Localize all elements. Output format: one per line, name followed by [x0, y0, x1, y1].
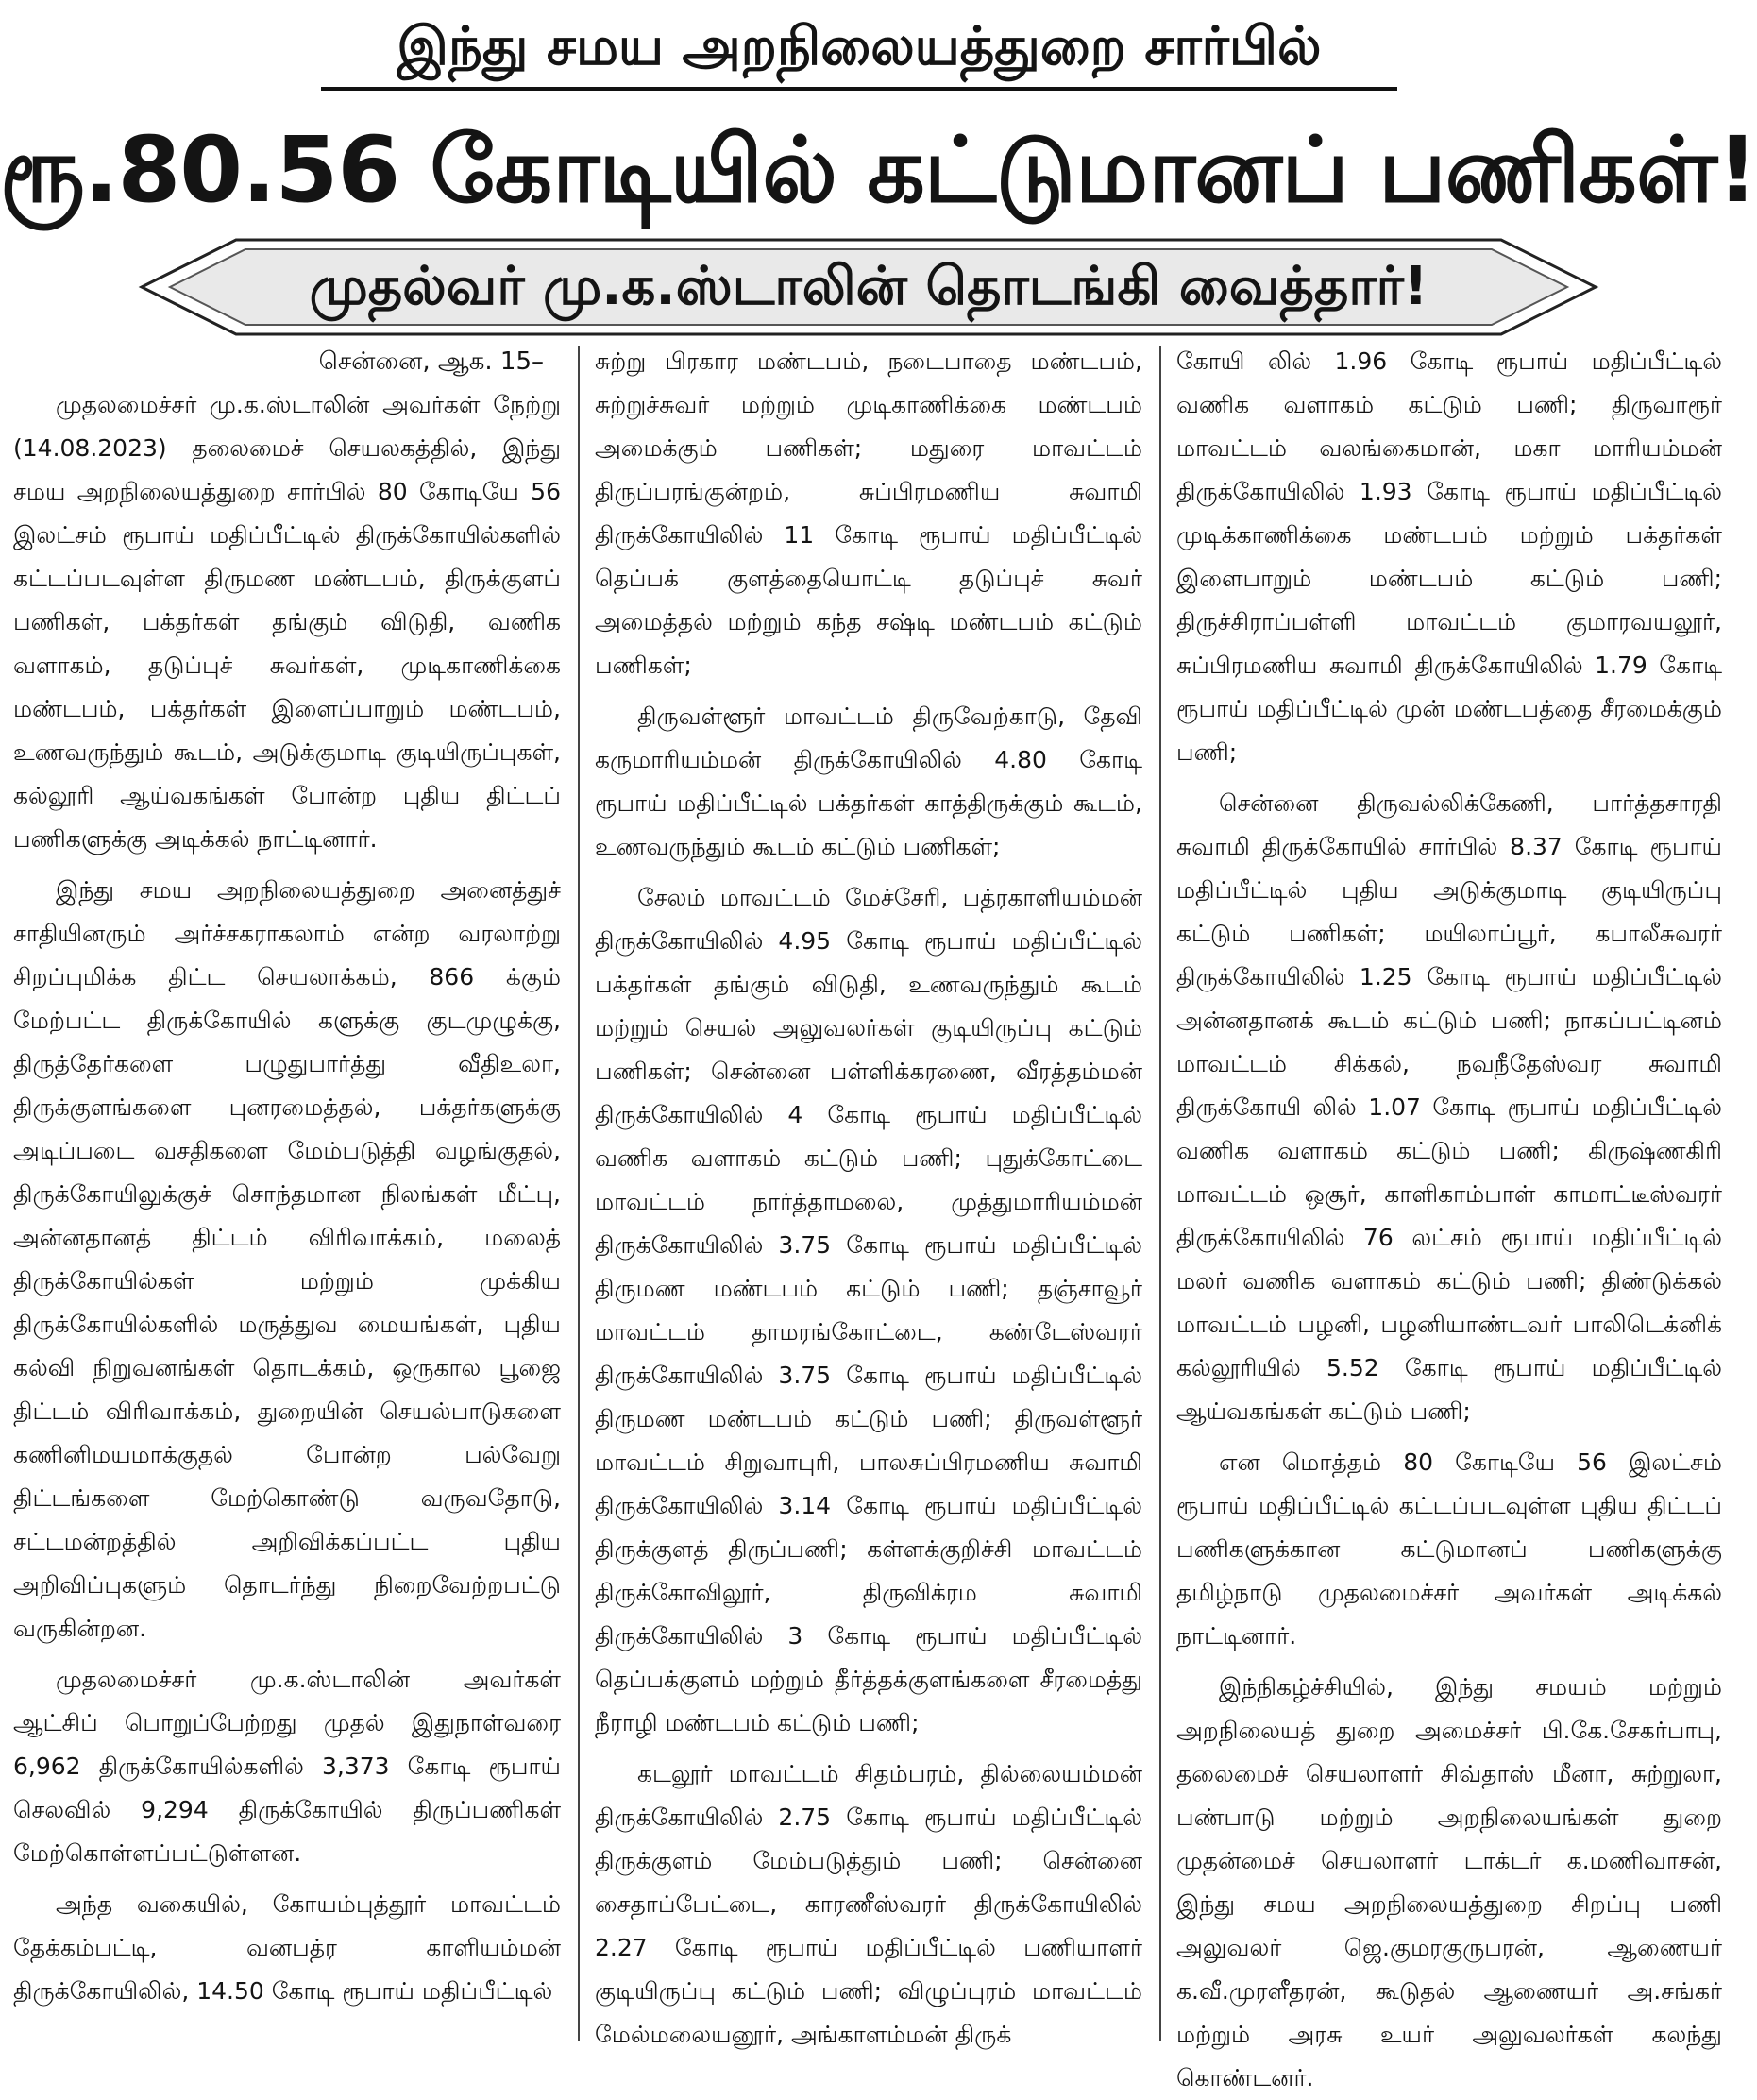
paragraph: கடலூர் மாவட்டம் சிதம்பரம், தில்லையம்மன் திருக்கோயிலில் 2.75 கோடி ரூபாய் மதிப்பீட்டில் திருக்குளம் மேம்படுத்தும் பணி; சென்னை சைதாப்பேட்டை, காரணீஸ்வரர் திருக்கோயிலில் 2.27 கோடி ரூபாய் மதிப்பீட்டில் பணியாளர் குடியிருப்பு கட்டும் பணி; விழுப்புரம் மாவட்டம் மேல்மலையனூர், அங்காளம்மன் திருக் — [595, 1760, 1142, 2048]
paragraph: இந்நிகழ்ச்சியில், இந்து சமயம் மற்றும் அறநிலையத் துறை அமைச்சர் பி.கே.சேகர்பாபு, தலைமைச் செயலாளர் சிவ்தாஸ் மீனா, சுற்றுலா, பண்பாடு மற்றும் அறநிலையங்கள் துறை முதன்மைச் செயலாளர் டாக்டர் க.மணிவாசன், இந்து சமய அறநிலையத்துறை சிறப்பு பணி அலுவலர் ஜெ.குமரகுருபரன், ஆணையர் க.வீ.முரளீதரன், கூடுதல் ஆணையர் அ.சங்கர் மற்றும் அரசு உயர் அலுவலர்கள் கலந்து கொண்டனர். — [1176, 1673, 1722, 2092]
paragraph: இந்து சமய அறநிலையத்துறை அனைத்துச் சாதியினரும் அர்ச்சகராகலாம் என்ற வரலாற்று சிறப்புமிக்க திட்ட செயலாக்கம், 866 க்கும் மேற்பட்ட திருக்கோயில் களுக்கு குடமுழுக்கு, திருத்தேர்களை பழுதுபார்த்து வீதிஉலா, திருக்குளங்களை புனரமைத்தல், பக்தர்களுக்கு அடிப்படை வசதிகளை மேம்படுத்தி வழங்குதல், திருக்கோயிலுக்குச் சொந்தமான நிலங்கள் மீட்பு, அன்னதானத் திட்டம் விரிவாக்கம், மலைத் திருக்கோயில்கள் மற்றும் முக்கிய திருக்கோயில்களில் மருத்துவ மையங்கள், புதிய கல்வி நிறுவனங்கள் தொடக்கம், ஒருகால பூஜை திட்டம் விரிவாக்கம், துறையின் செயல்பாடுகளை கணினிமயமாக்குதல் போன்ற பல்வேறு திட்டங்களை மேற்கொண்டு வருவதோடு, சட்டமன்றத்தில் அறிவிக்கப்பட்ட புதிய அறிவிப்புகளும் தொடர்ந்து நிறைவேற்றபட்டு வருகின்றன. — [13, 876, 561, 1642]
paragraph: முதலமைச்சர் மு.க.ஸ்டாலின் அவர்கள் நேற்று (14.08.2023) தலைமைச் செயலகத்தில், இந்து சமய அறநிலையத்துறை சார்பில் 80 கோடியே 56 இலட்சம் ரூபாய் மதிப்பீட்டில் திருக்கோயில்களில் கட்டப்படவுள்ள திருமண மண்டபம், திருக்குளப் பணிகள், பக்தர்கள் தங்கும் விடுதி, வணிக வளாகம், தடுப்புச் சுவர்கள், முடிகாணிக்கை மண்டபம், பக்தர்கள் இளைப்பாறும் மண்டபம், உணவருந்தும் கூடம், அடுக்குமாடி குடியிருப்புகள், கல்லூரி ஆய்வகங்கள் போன்ற புதிய திட்டப் பணிகளுக்கு அடிக்கல் நாட்டினார். — [13, 391, 561, 853]
dateline: சென்னை, ஆக. 15– — [318, 347, 544, 376]
paragraph: சேலம் மாவட்டம் மேச்சேரி, பத்ரகாளியம்மன் திருக்கோயிலில் 4.95 கோடி ரூபாய் மதிப்பீட்டில் பக்தர்கள் தங்கும் விடுதி, உணவருந்தும் கூடம் மற்றும் செயல் அலுவலர்கள் குடியிருப்பு கட்டும் பணிகள்; சென்னை பள்ளிக்கரணை, வீரத்தம்மன் திருக்கோயிலில் 4 கோடி ரூபாய் மதிப்பீட்டில் வணிக வளாகம் கட்டும் பணி; புதுக்கோட்டை மாவட்டம் நார்த்தாமலை, முத்துமாரியம்மன் திருக்கோயிலில் 3.75 கோடி ரூபாய் மதிப்பீட்டில் திருமண மண்டபம் கட்டும் பணி; தஞ்சாவூர் மாவட்டம் தாமரங்கோட்டை, கண்டேஸ்வரர் திருக்கோயிலில் 3.75 கோடி ரூபாய் மதிப்பீட்டில் திருமண மண்டபம் கட்டும் பணி; திருவள்ளூர் மாவட்டம் சிறுவாபுரி, பாலசுப்பிரமணிய சுவாமி திருக்கோயிலில் 3.14 கோடி ரூபாய் மதிப்பீட்டில் திருக்குளத் திருப்பணி; கள்ளக்குறிச்சி மாவட்டம் திருக்கோவிலூர், திருவிக்ரம சுவாமி திருக்கோயிலில் 3 கோடி ரூபாய் மதிப்பீட்டில் தெப்பக்குளம் மற்றும் தீர்த்தக்குளங்களை சீரமைத்து நீராழி மண்டபம் கட்டும் பணி; — [595, 884, 1142, 1736]
paragraph: திருவள்ளூர் மாவட்டம் திருவேற்காடு, தேவி கருமாரியம்மன் திருக்கோயிலில் 4.80 கோடி ரூபாய் மதிப்பீட்டில் பக்தர்கள் காத்திருக்கும் கூடம், உணவருந்தும் கூடம் கட்டும் பணிகள்; — [595, 703, 1142, 860]
article-column-2 — [595, 340, 1142, 2048]
paragraph: அந்த வகையில், கோயம்புத்தூர் மாவட்டம் தேக்கம்பட்டி, வனபத்ர காளியம்மன் திருக்கோயிலில், 14.50 கோடி ரூபாய் மதிப்பீட்டில் — [13, 1890, 561, 2005]
subheadline: முதல்வர் மு.க.ஸ்டாலின் தொடங்கி வைத்தார்! — [309, 256, 1428, 317]
article-column-3 — [1176, 340, 1722, 2092]
paragraph: முதலமைச்சர் மு.க.ஸ்டாலின் அவர்கள் ஆட்சிப் பொறுப்பேற்றது முதல் இதுநாள்வரை 6,962 திருக்கோயில்களில் 3,373 கோடி ரூபாய் செலவில் 9,294 திருக்கோயில் திருப்பணிகள் மேற்கொள்ளப்பட்டுள்ளன. — [13, 1666, 561, 1867]
column-divider — [578, 346, 580, 2041]
column-divider — [1159, 346, 1161, 2041]
paragraph: சென்னை திருவல்லிக்கேணி, பார்த்தசாரதி சுவாமி திருக்கோயில் சார்பில் 8.37 கோடி ரூபாய் மதிப்பீட்டில் புதிய அடுக்குமாடி குடியிருப்பு கட்டும் பணிகள்; மயிலாப்பூர், கபாலீசுவரர் திருக்கோயிலில் 1.25 கோடி ரூபாய் மதிப்பீட்டில் அன்னதானக் கூடம் கட்டும் பணி; நாகப்பட்டினம் மாவட்டம் சிக்கல், நவநீதேஸ்வர சுவாமி திருக்கோயி லில் 1.07 கோடி ரூபாய் மதிப்பீட்டில் வணிக வளாகம் கட்டும் பணி; கிருஷ்ணகிரி மாவட்டம் ஒசூர், காளிகாம்பாள் காமாட்டீஸ்வரர் திருக்கோயிலில் 76 லட்சம் ரூபாய் மதிப்பீட்டில் மலர் வணிக வளாகம் கட்டும் பணி; திண்டுக்கல் மாவட்டம் பழனி, பழனியாண்டவர் பாலிடெக்னிக் கல்லூரியில் 5.52 கோடி ரூபாய் மதிப்பீட்டில் ஆய்வகங்கள் கட்டும் பணி; — [1176, 789, 1722, 1425]
kicker-line: இந்து சமய அறநிலையத்துறை சார்பில் — [321, 11, 1397, 91]
paragraph: கோயி லில் 1.96 கோடி ரூபாய் மதிப்பீட்டில் வணிக வளாகம் கட்டும் பணி; திருவாரூர் மாவட்டம் வலங்கைமான், மகா மாரியம்மன் திருக்கோயிலில் 1.93 கோடி ரூபாய் மதிப்பீட்டில் முடிக்காணிக்கை மண்டபம் மற்றும் பக்தர்கள் இளைபாறும் மண்டபம் கட்டும் பணி; திருச்சிராப்பள்ளி மாவட்டம் குமாரவயலூர், சுப்பிரமணிய சுவாமி திருக்கோயிலில் 1.79 கோடி ரூபாய் மதிப்பீட்டில் முன் மண்டபத்தை சீரமைக்கும் பணி; — [1176, 347, 1722, 766]
headline: ரூ.80.56 கோடியில் கட்டுமானப் பணிகள்! — [0, 117, 1757, 223]
subheadline-banner — [142, 234, 1596, 340]
paragraph: என மொத்தம் 80 கோடியே 56 இலட்சம் ரூபாய் மதிப்பீட்டில் கட்டப்படவுள்ள புதிய திட்டப் பணிகளுக்கான கட்டுமானப் பணிகளுக்கு தமிழ்நாடு முதலமைச்சர் அவர்கள் அடிக்கல் நாட்டினார். — [1176, 1448, 1722, 1650]
paragraph: சுற்று பிரகார மண்டபம், நடைபாதை மண்டபம், சுற்றுச்சுவர் மற்றும் முடிகாணிக்கை மண்டபம் அமைக்கும் பணிகள்; மதுரை மாவட்டம் திருப்பரங்குன்றம், சுப்பிரமணிய சுவாமி திருக்கோயிலில் 11 கோடி ரூபாய் மதிப்பீட்டில் தெப்பக் குளத்தையொட்டி தடுப்புச் சுவர் அமைத்தல் மற்றும் கந்த சஷ்டி மண்டபம் கட்டும் பணிகள்; — [595, 347, 1142, 679]
article-column-1 — [13, 340, 561, 2040]
